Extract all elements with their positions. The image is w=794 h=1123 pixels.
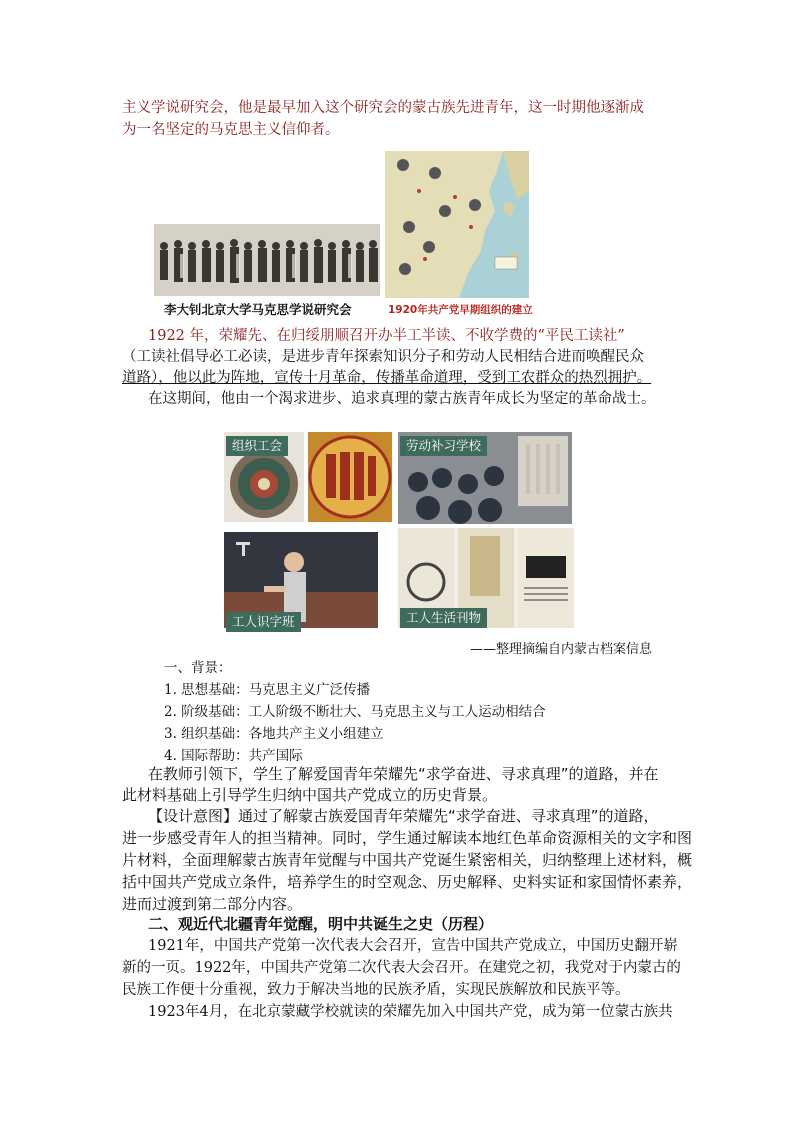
caption-group-photo: 李大钊北京大学马克思学说研究会 [164,302,352,317]
design-line-4: 括中国共产党成立条件，培养学生的时空观念、历史解释、史料实证和家国情怀素养， [122,873,693,891]
background-item-4: 4. 国际帮助：共产国际 [164,748,303,764]
map-image [385,151,529,298]
intro-line-2: 为一名坚定的马克思主义信仰者。 [122,122,340,138]
para1922-line-3: 道路），他以此为阵地，宣传十月革命，传播革命道理，受到工农群众的热烈拥护。 [122,370,652,386]
section2-heading: 二、观近代北疆青年觉醒，明中共诞生之史（历程） [148,915,494,933]
section2-line-3: 民族工作便十分重视，致力于解决当地的民族矛盾，实现民族解放和民族平等。 [122,982,630,998]
section2-line-4: 1923年4月，在北京蒙藏学校就读的荣耀先加入中国共产党，成为第一位蒙古族共 [148,1004,673,1020]
map-drawing [385,151,529,298]
guide-line-1: 在教师引领下，学生了解爱国青年荣耀先“求学奋进、寻求真理”的道路，并在 [148,765,659,783]
tag-literacy: 工人识字班 [226,612,301,632]
background-heading: 一、背景： [164,660,232,676]
tag-school: 劳动补习学校 [400,436,487,456]
design-line-2: 进一步感受青年人的担当精神。同时，学生通过解读本地红色革命资源相关的文字和图 [122,829,693,847]
group-photo [154,224,380,296]
background-item-1: 1. 思想基础：马克思主义广泛传播 [164,682,371,698]
guide-line-2: 此材料基础上引导学生归纳中国共产党成立的历史背景。 [122,786,498,804]
background-item-3: 3. 组织基础：各地共产主义小组建立 [164,726,384,742]
source-note: ——整理摘编自内蒙古档案信息 [470,642,653,657]
design-line-3: 片材料，全面理解蒙古族青年觉醒与中国共产党诞生紧密相关，归纳整理上述材料，概 [122,851,693,869]
section2-line-1: 1921年，中国共产党第一次代表大会召开，宣告中国共产党成立，中国历史翻开崭 [148,938,678,954]
seal-shape [308,432,392,522]
para1922-line-2: （工读社倡导必工必读，是进步青年探索知识分子和劳动人民相结合进而唤醒民众 [122,349,644,365]
group-photo-figures [154,224,380,296]
para1922-line-4: 在这期间，他由一个渴求进步、追求真理的蒙古族青年成长为坚定的革命战士。 [148,391,656,407]
tag-journal: 工人生活刊物 [400,608,487,628]
design-line-1: 【设计意图】通过了解蒙古族爱国青年荣耀先“求学奋进、寻求真理”的道路， [148,807,659,825]
para1922-line-1: 1922 年，荣耀先、在归绥朋顺召开办半工半读、不收学费的“平民工读社” [148,328,625,344]
design-line-5: 进而过渡到第二部分内容。 [122,895,303,913]
intro-line-1: 主义学说研究会，他是最早加入这个研究会的蒙古族先进青年，这一时期他逐渐成 [122,100,644,116]
background-item-2: 2. 阶级基础：工人阶级不断壮大、马克思主义与工人运动相结合 [164,704,546,720]
section2-line-2: 新的一页。1922年，中国共产党第二次代表大会召开。在建党之初，我党对于内蒙古的 [122,960,681,976]
tag-union: 组织工会 [226,436,288,456]
seal-image [308,432,392,522]
caption-map: 1920年共产党早期组织的建立 [388,304,533,316]
